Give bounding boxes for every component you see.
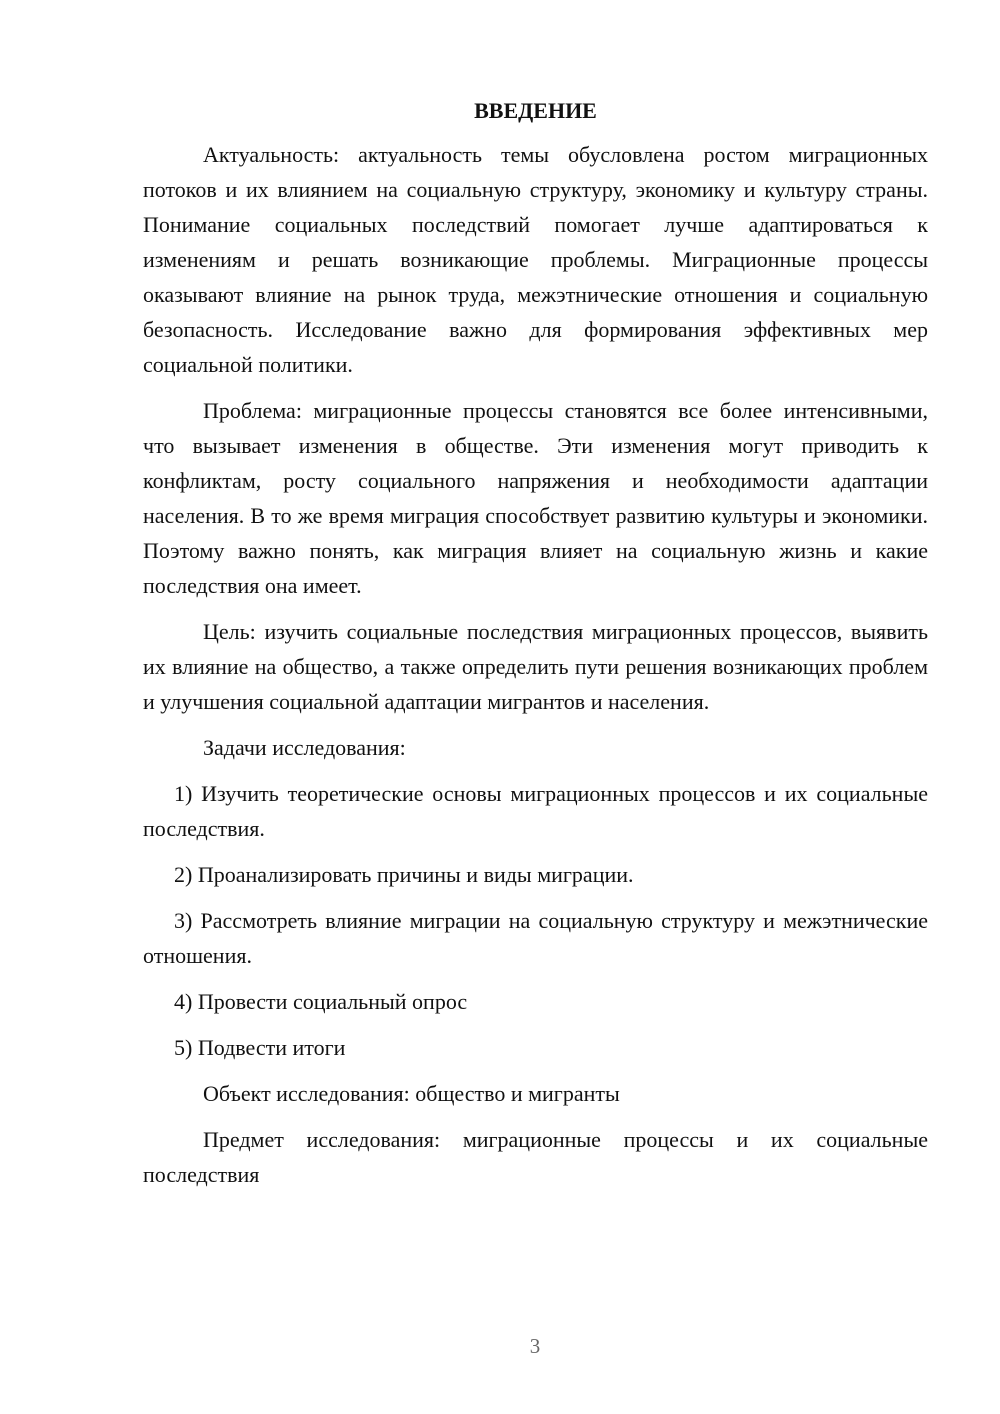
task-item-3: 3) Рассмотреть влияние миграции на социальную структуру и межэтнические отношения. xyxy=(143,908,928,968)
paragraph-subject: Предмет исследования: миграционные процессы и их социальные последствия xyxy=(143,1127,928,1187)
page-title: ВВЕДЕНИЕ xyxy=(474,98,597,123)
page-content xyxy=(143,96,928,1203)
tasks-heading: Задачи исследования: xyxy=(203,735,406,760)
task-item-2: 2) Проанализировать причины и виды миграции. xyxy=(174,862,634,887)
paragraph-relevance: Актуальность: актуальность темы обусловлена ростом миграционных потоков и их влиянием на социальную структуру, экономику и культуру страны. Понимание социальных последствий помогает лучше адаптироваться к изменениям и решать возникающие проблемы. Миграционные процессы оказывают влияние на рынок труда, межэтнические отношения и социальную безопасность. Исследование важно для формирования эффективных мер социальной политики. xyxy=(143,142,928,377)
paragraph-object: Объект исследования: общество и мигранты xyxy=(203,1081,620,1106)
task-item-4: 4) Провести социальный опрос xyxy=(174,989,468,1014)
task-item-5: 5) Подвести итоги xyxy=(174,1035,346,1060)
paragraph-goal: Цель: изучить социальные последствия миграционных процессов, выявить их влияние на общество, а также определить пути решения возникающих проблем и улучшения социальной адаптации мигрантов и населения. xyxy=(143,619,928,714)
paragraph-problem: Проблема: миграционные процессы становятся все более интенсивными, что вызывает изменения в обществе. Эти изменения могут приводить к конфликтам, росту социального напряжения и необходимости адаптации населения. В то же время миграция способствует развитию культуры и экономики. Поэтому важно понять, как миграция влияет на социальную жизнь и какие последствия она имеет. xyxy=(143,398,928,598)
task-item-1: 1) Изучить теоретические основы миграционных процессов и их социальные последствия. xyxy=(143,781,928,841)
page-number: 3 xyxy=(529,1334,541,1358)
